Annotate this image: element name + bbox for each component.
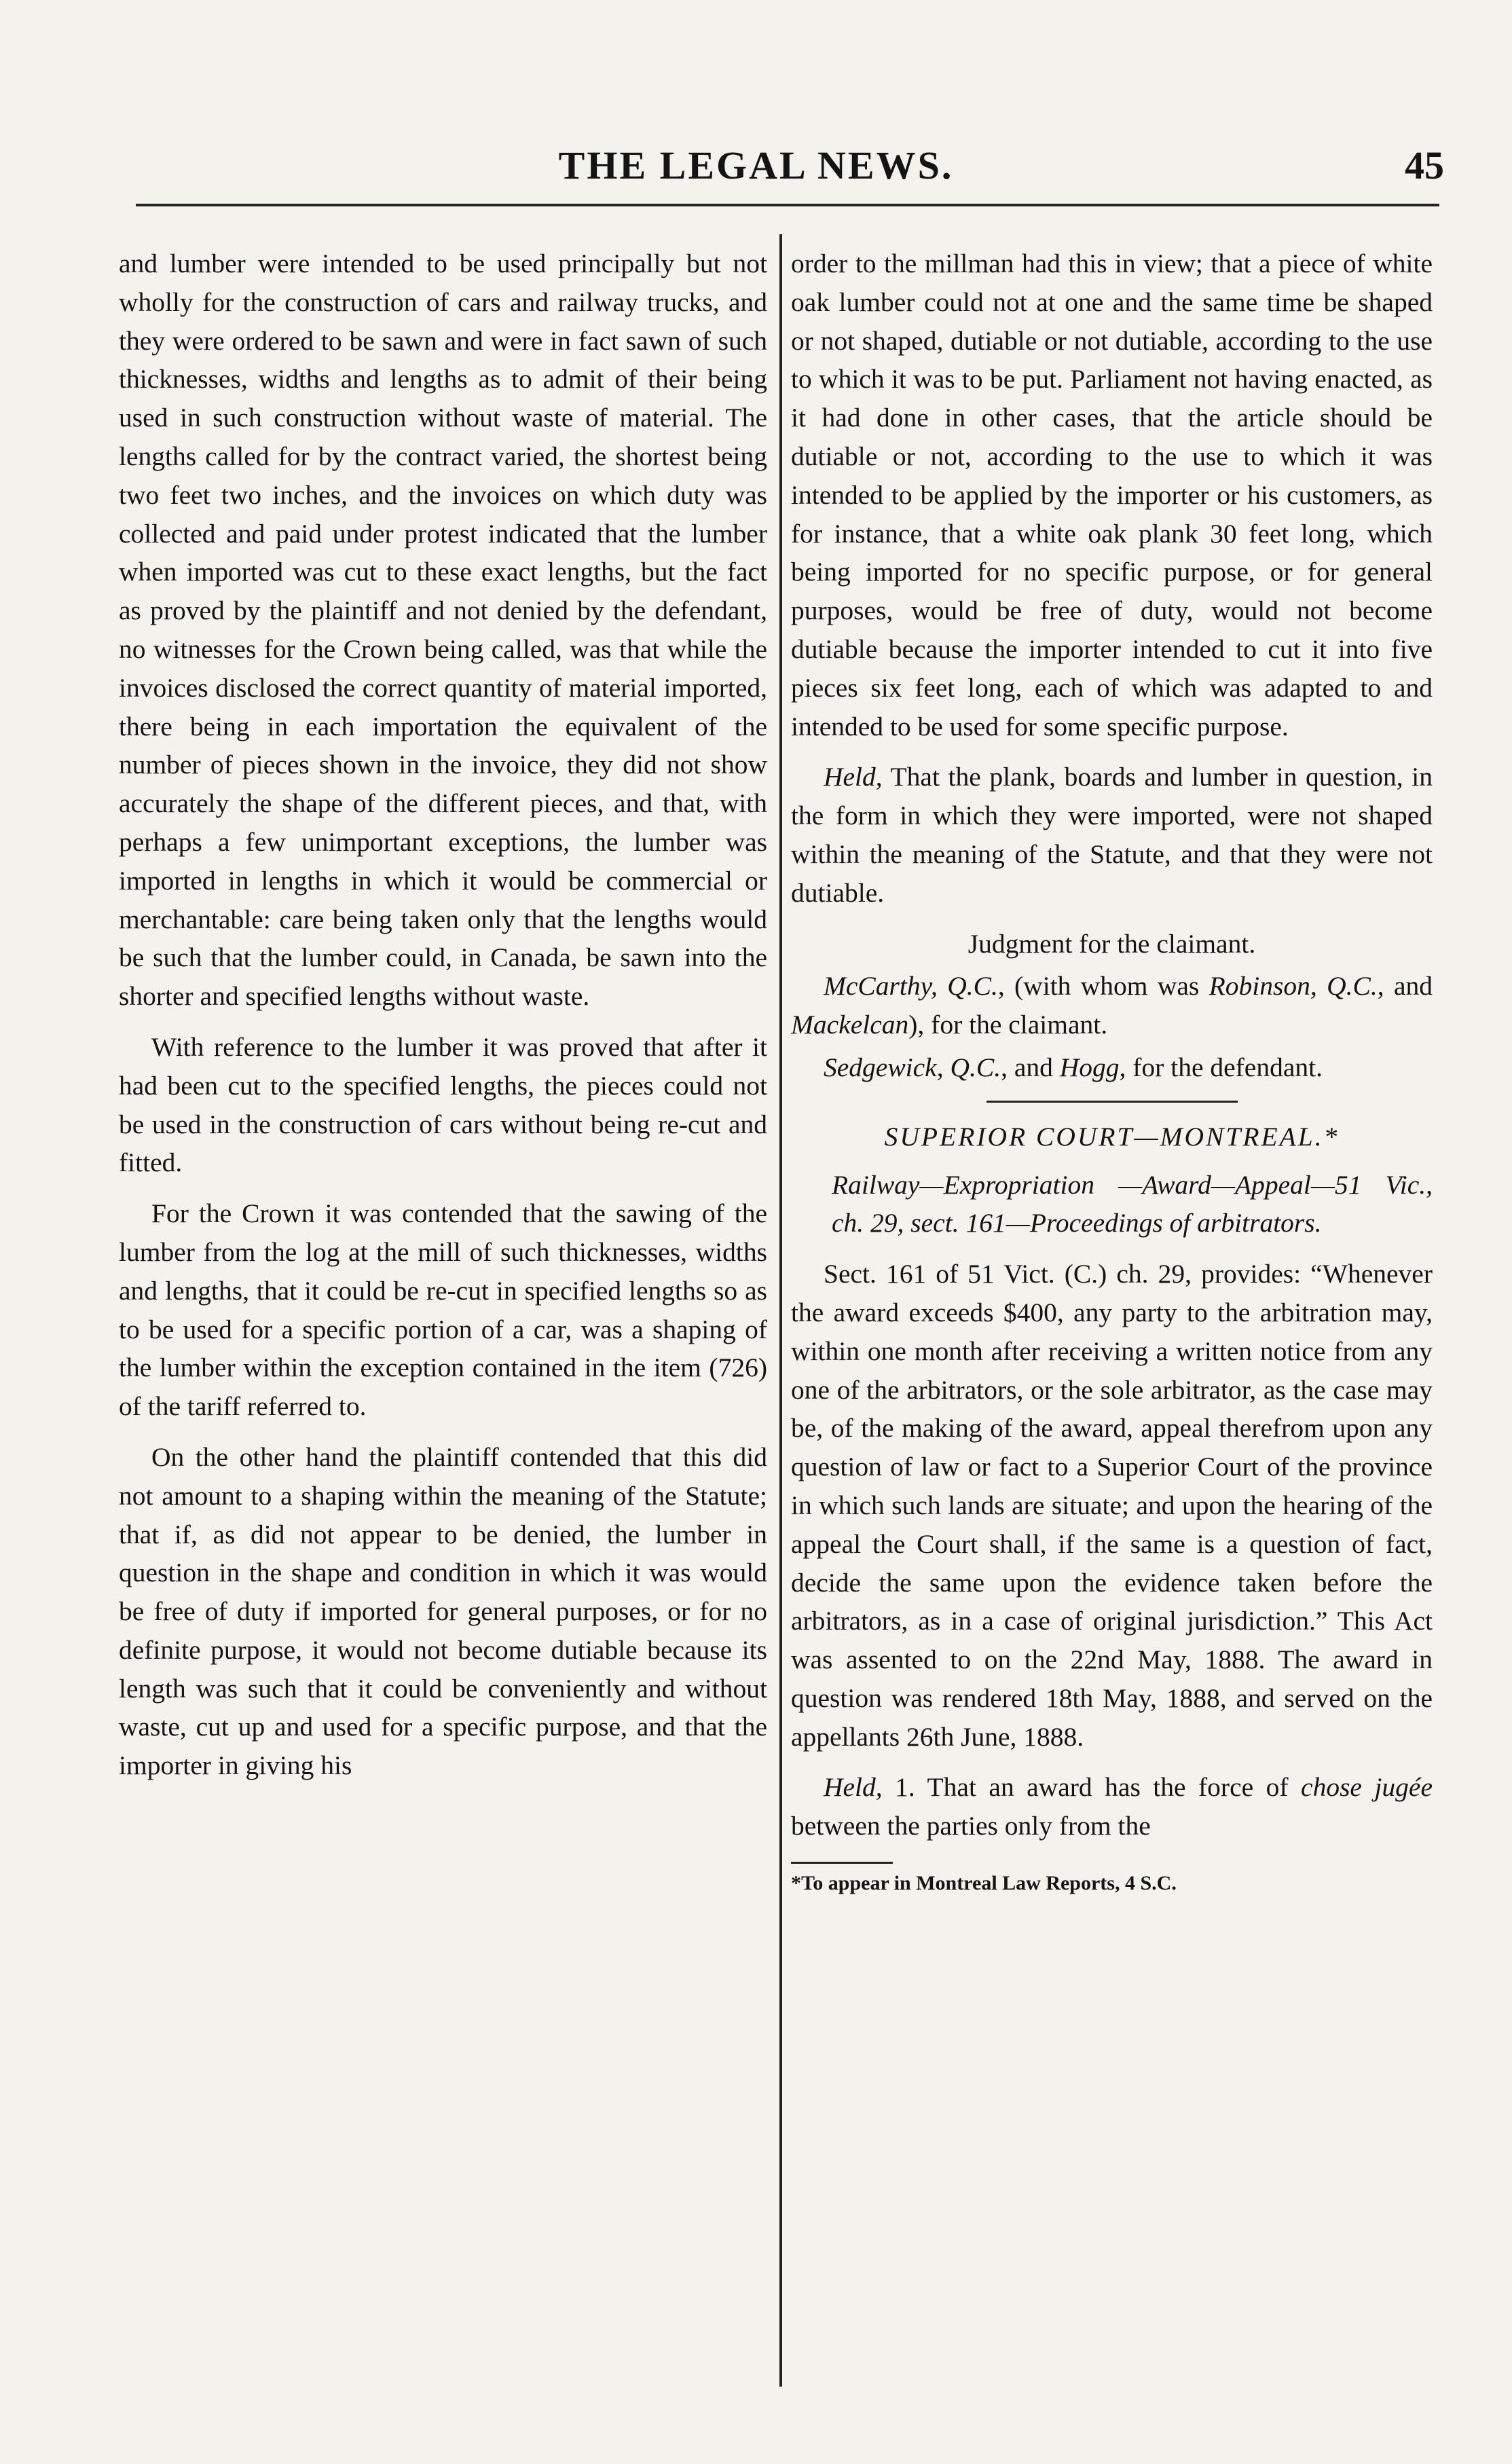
counsel-name: Robinson, Q.C. [1209, 971, 1378, 1001]
footnote-rule [791, 1862, 893, 1864]
paragraph: For the Crown it was contended that the sawing of the lumber from the log at the mill of such thicknesses, widths and lengths, that it could be re-cut in specified lengths so as to be used for a specific portion of a car, was a shaping of the lumber within the exception contained in the item (726) of the tariff referred to. [119, 1198, 767, 1422]
paragraph: Sect. 161 of 51 Vict. (C.) ch. 29, provides: “Whenever the award exceeds $400, any party to the arbitration may, within one month after receiving a written notice from any one of the arbitrators, or the sole arbitrator, as the case may be, of the making of the award, appeal therefrom upon any question of law or fact to a Superior Court of the province in which such lands are situate; and upon the hearing of the appeal the Court shall, if the same is a question of fact, decide the same upon the evidence taken before the arbitrators, as in a case of original jurisdiction.” This Act was assented to on the 22nd May, 1888. The award in question was rendered 18th May, 1888, and served on the appellants 26th June, 1888. [791, 1259, 1433, 1752]
paragraph: order to the millman had this in view; that a piece of white oak lumber could not at one and the same time be shaped or not shaped, dutiable or not dutiable, according to the use to which it was to be put. Parliament not having enacted, as it had done in other cases, that the article should be dutiable or not, according to the use to which it was intended to be applied by the importer or his customers, as for instance, that a white oak plank 30 feet long, which being imported for no specific purpose, or for general purposes, would be free of duty, would not become dutiable because the importer intended to cut it into five pieces six feet long, each of which was adapted to and intended to be used for some specific purpose. [791, 249, 1433, 741]
footnote: *To appear in Montreal Law Reports, 4 S.C. [791, 1872, 1177, 1895]
paragraph: On the other hand the plaintiff contended that this did not amount to a shaping within the meaning of the Statute; that if, as did not appear to be denied, the lumber in question in the shape and condition in which it was would be free of duty if imported for general purposes, or for no definite purpose, it would not become dutiable because its length was such that it could be conveniently and without waste, cut up and used for a specific purpose, and that the importer in giving his [119, 1441, 767, 1781]
held-paragraph [791, 1768, 1433, 1845]
held-italic: chose jugée [1301, 1772, 1433, 1803]
counsel-claimant [791, 967, 1433, 1044]
counsel-text: , and [1377, 971, 1433, 1001]
held-label: Held, [824, 762, 883, 792]
column-divider [779, 234, 782, 2387]
counsel-text: , and [1001, 1052, 1060, 1082]
held-text: That the plank, boards and lumber in question, in the form in which they were imported, were not shaped within the meaning of the Statute, and that they were not dutiable. [791, 762, 1433, 908]
held-label: Held, [824, 1772, 883, 1803]
counsel-defendant [791, 1048, 1433, 1087]
right-column [791, 244, 1433, 1896]
court-heading: SUPERIOR COURT—MONTREAL.* [884, 1121, 1340, 1152]
paragraph: and lumber were intended to be used principally but not wholly for the construction of cars and railway trucks, and they were ordered to be sawn and were in fact sawn of such thicknesses, widths and lengths as to admit of their being used in such construction without waste of material. The lengths called for by the contract varied, the shortest being two feet two inches, and the invoices on which duty was collected and paid under protest indicated that the lumber when imported was cut to these exact lengths, but the fact as proved by the plaintiff and not denied by the defendant, no witnesses for the Crown being called, was that while the invoices disclosed the correct quantity of material imported, there being in each importation the equivalent of the number of pieces shown in the invoice, they did not show accurately the shape of the different pieces, and that, with perhaps a few unimportant exceptions, the lumber was imported in lengths in which it would be commercial or merchantable: care being taken only that the lengths would be such that the lumber could, in Canada, be sawn into the shorter and specified lengths without waste. [119, 249, 767, 1012]
header-rule [136, 204, 1439, 206]
judgment-line: Judgment for the claimant. [967, 928, 1256, 959]
held-text: between the parties only from the [791, 1811, 1151, 1841]
running-header [0, 143, 1512, 197]
counsel-name: Mackelcan [791, 1010, 909, 1040]
left-column [119, 244, 767, 1797]
catchwords: Railway—Expropriation —Award—Appeal—51 Vic., ch. 29, sect. 161—Proceedings of arbitrators. [832, 1169, 1433, 1238]
counsel-name: Sedgewick, Q.C. [824, 1052, 1001, 1082]
paragraph: With reference to the lumber it was proved that after it had been cut to the specified lengths, the pieces could not be used in the construction of cars without being re-cut and fitted. [119, 1031, 767, 1178]
held-text: 1. That an award has the force of [882, 1772, 1302, 1803]
held-paragraph [791, 758, 1433, 912]
counsel-text: ), for the claimant. [908, 1010, 1108, 1040]
counsel-text: , (with whom was [997, 971, 1209, 1001]
counsel-name: Hogg, [1059, 1052, 1126, 1082]
section-rule [987, 1101, 1238, 1103]
counsel-name: McCarthy, Q.C. [824, 971, 998, 1001]
journal-title: THE LEGAL NEWS. [558, 143, 954, 187]
page-number: 45 [1405, 143, 1444, 187]
counsel-text: for the defendant. [1126, 1052, 1323, 1082]
